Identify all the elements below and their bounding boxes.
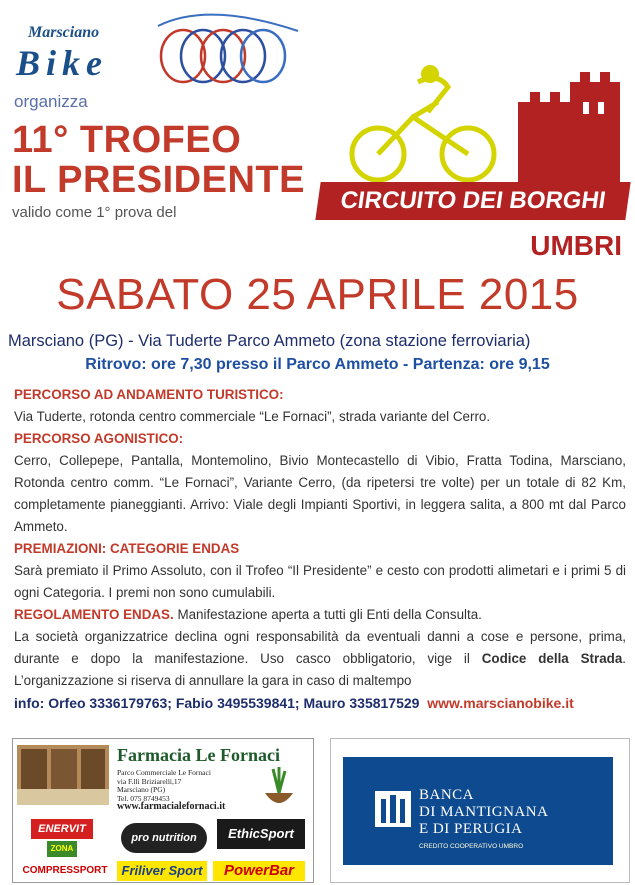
turistico-text: Via Tuderte, rotonda centro commerciale “Le Fornaci”, strada variante del Cerro. (14, 409, 491, 424)
circuit-name: CIRCUITO DEI BORGHI (315, 182, 630, 220)
bank-line1: BANCA (419, 787, 475, 803)
bank-panel (343, 757, 613, 865)
sponsor-powerbar: PowerBar (213, 861, 305, 881)
bank-line2: DI MANTIGNANA (419, 804, 549, 820)
bank-line3: E DI PERUGIA (419, 821, 523, 837)
circuit-logo (318, 62, 630, 262)
valido-label: valido come 1° prova del (12, 204, 177, 221)
farmacia-tel: Tel. 075 8749453 (117, 793, 170, 803)
agonistico-heading: PERCORSO AGONISTICO: (14, 431, 184, 446)
marsciano-bike-logo (8, 6, 308, 96)
sponsor-compressport: COMPRESSPORT (22, 865, 108, 876)
farmacia-name: Farmacia Le Fornaci (117, 745, 280, 765)
farmacia-address (117, 769, 211, 803)
regolamento-paragraph (14, 626, 626, 692)
farmacia-addr1: Parco Commerciale Le Fornaci (117, 768, 211, 777)
regolamento-text2: La società organizzatrice declina ogni responsabilità da eventuali danni a cose e persone, prima, durante e dopo la manifestazione. Uso casco obbligatorio, vige il (14, 629, 626, 666)
mortar-herbs-icon (259, 765, 299, 815)
regolamento-heading: REGOLAMENTO ENDAS. (14, 607, 174, 622)
sponsor-friliver: Friliver Sport (117, 861, 207, 881)
website-link[interactable]: www.marscianobike.it (427, 695, 574, 711)
cyclist-castle-icon (318, 62, 630, 192)
farmacia-addr2: via F.lli Briziarelli,17 (117, 776, 182, 786)
event-location: Marsciano (PG) - Via Tuderte Parco Ammeto (zona stazione ferroviaria) (8, 332, 531, 350)
title-line1: 11° TROFEO (12, 119, 242, 161)
sponsor-pronutrition: pro nutrition (121, 823, 207, 853)
pharmacy-photo (17, 745, 109, 805)
event-title (12, 120, 305, 200)
circuit-region: UMBRI (530, 230, 622, 261)
farmacia-web[interactable]: www.farmacialefornaci.it (117, 801, 226, 812)
logo-line1: Marsciano (28, 24, 100, 41)
bank-building-icon (373, 789, 413, 829)
event-date: SABATO 25 APRILE 2015 (56, 270, 579, 319)
pharmacy-interior-icon (17, 745, 109, 805)
farmacia-sponsor (12, 738, 314, 883)
bank-sponsor (330, 738, 630, 883)
contact-info (14, 695, 574, 711)
regolamento-line (14, 604, 626, 626)
contact-phones: info: Orfeo 3336179763; Fabio 3495539841; Mauro 335817529 (14, 695, 420, 711)
bank-subtitle: CREDITO COOPERATIVO UMBRO (419, 843, 524, 850)
organizza-label: organizza (14, 92, 88, 111)
turistico-heading: PERCORSO AD ANDAMENTO TURISTICO: (14, 387, 284, 402)
sponsor-ethicsport: EthicSport (217, 819, 305, 849)
ritrovo-partenza: Ritrovo: ore 7,30 presso il Parco Ammeto - Partenza: ore 9,15 (85, 356, 550, 373)
farmacia-addr3: Marsciano (PG) (117, 785, 166, 794)
logo-line2: Bike (16, 43, 108, 83)
premiazioni-heading: PREMIAZIONI: CATEGORIE ENDAS (14, 541, 240, 556)
sponsor-zona: ZONA (47, 841, 77, 857)
premiazioni-text: Sarà premiato il Primo Assoluto, con il Trofeo “Il Presidente” e cesto con prodotti alimetari e i primi 5 di ogni Categoria. I premi non sono cumulabili. (14, 563, 626, 600)
regolamento-bold: Codice della Strada (481, 651, 623, 666)
title-line2: IL PRESIDENTE (12, 159, 305, 201)
sponsor-enervit: ENERVIT (31, 819, 93, 839)
regolamento-text3: . L’organizzazione si riserva di annullare la gara in caso di maltempo (14, 651, 627, 688)
bank-name (419, 787, 548, 838)
event-details (14, 384, 626, 692)
regolamento-text1: Manifestazione aperta a tutti gli Enti della Consulta. (173, 607, 482, 622)
agonistico-text: Cerro, Collepepe, Pantalla, Montemolino, Bivio Montecastello di Vibio, Fratta Todina, Marsciano, Rotonda centro comm. “Le Fornaci”, Variante Cerro, (da ripetersi tre volte) per un totale di 82 Km, completamente pianeggianti. Arrivo: Viale degli Impianti Sportivi, in leggera salita, a 800 mt dal Parco Ammeto. (14, 453, 626, 534)
